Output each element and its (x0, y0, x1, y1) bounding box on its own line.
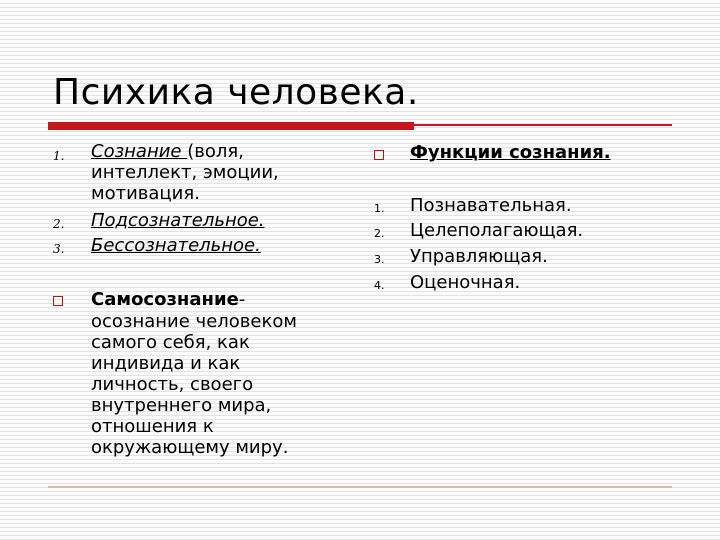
list-item-consciousness (91, 141, 244, 162)
list-item-lead: Сознание (91, 141, 188, 162)
bullet-line: самого себя, как (91, 332, 250, 353)
slide-title: Психика человека. (53, 72, 419, 113)
bullet-square-icon (374, 150, 384, 160)
list-number: 1. (374, 202, 385, 215)
functions-heading: Функции сознания. (410, 142, 611, 163)
list-number: 2. (53, 217, 65, 231)
bullet-line: осознание человеком (91, 311, 297, 332)
list-item-unconscious: Бессознательное. (91, 235, 261, 256)
function-item: Управляющая. (410, 246, 548, 267)
list-number: 2. (374, 227, 385, 240)
function-item: Познавательная. (410, 195, 572, 216)
bullet-line: внутреннего мира, (91, 395, 272, 416)
list-item-subconscious: Подсознательное. (91, 210, 265, 231)
list-item-text: (воля, (187, 141, 244, 162)
bottom-rule (48, 486, 672, 488)
bullet-line: индивида и как (91, 353, 241, 374)
bullet-line: отношения к (91, 416, 214, 437)
function-item: Оценочная. (410, 272, 521, 293)
bullet-self-awareness (91, 289, 245, 310)
title-underline-thick (48, 122, 414, 130)
function-item: Целеполагающая. (410, 220, 584, 241)
bullet-square-icon (53, 296, 63, 306)
bullet-line: личность, своего (91, 374, 254, 395)
list-number: 3. (53, 242, 65, 256)
list-item-continuation: интеллект, эмоции, (91, 162, 279, 183)
list-item-continuation: мотивация. (91, 183, 200, 204)
bullet-lead: Самосознание (91, 289, 239, 310)
title-underline-thin (414, 124, 672, 126)
bullet-line: окружающему миру. (91, 437, 289, 458)
list-number: 1. (53, 149, 65, 163)
list-number: 4. (374, 279, 385, 292)
bullet-text: - (238, 289, 246, 310)
list-number: 3. (374, 253, 385, 266)
